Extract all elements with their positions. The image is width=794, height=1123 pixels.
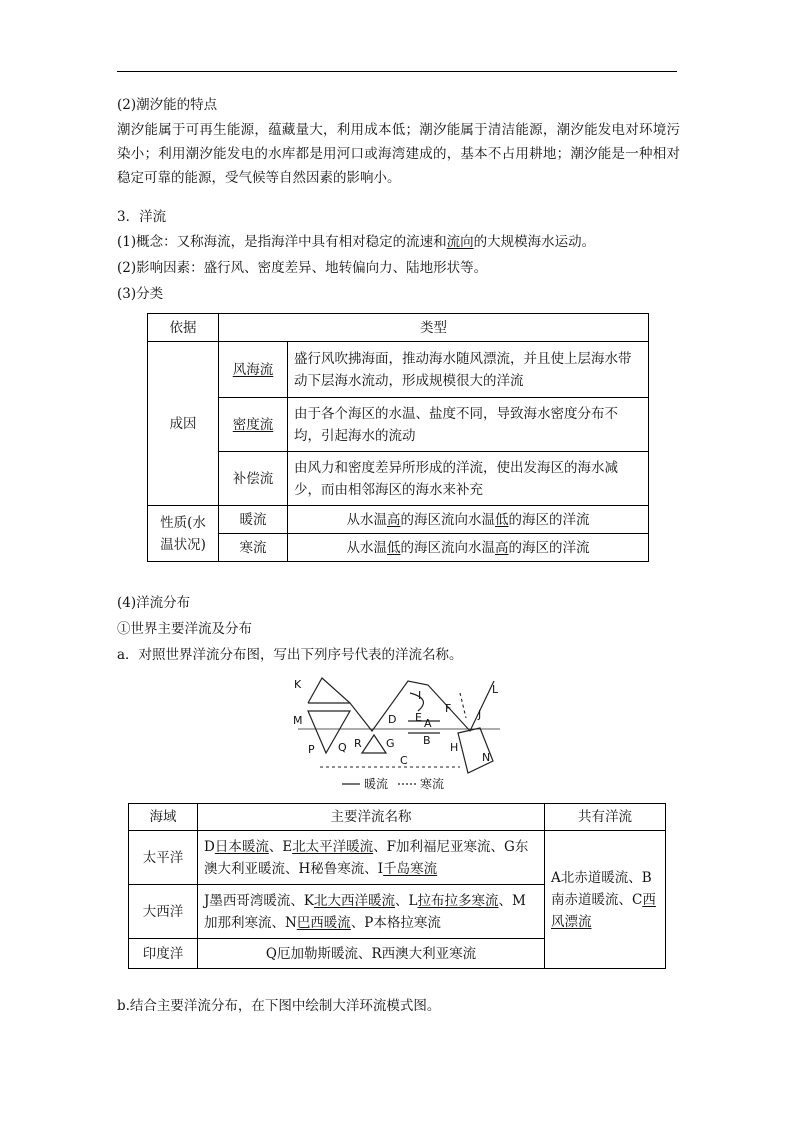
map-label-e: E [415,711,422,724]
tidal-paragraph: 潮汐能属于可再生能源，蕴藏量大，利用成本低；潮汐能属于清洁能源，潮汐能发电对环境污染小；利用潮汐能发电的水库都是用河口或海湾建成的，基本不占用耕地；潮汐能是一种相对稳定可靠的能源，受气候等自然因素的影响小。 [117,122,680,186]
header-shared: 共有洋流 [545,804,666,831]
type-desc: 盛行风吹拂海面，推动海水随风漂流，并且使上层海水带动下层海水流动，形成规模很大的洋流 [288,342,649,398]
north-outline [308,678,494,731]
warm-name: 暖流 [219,506,288,534]
header-sea: 海域 [129,804,198,831]
map-label-r: R [354,737,362,750]
map-label-g: G [386,737,395,750]
classification-table [147,313,649,562]
instruction-a: a．对照世界洋流分布图，写出下列序号代表的洋流名称。 [117,647,463,663]
map-label-m: M [293,714,303,727]
type-desc: 由风力和密度差异所形成的洋流，使出发海区的海水减少，而由相邻海区的海水来补充 [288,452,649,506]
map-label-l: L [492,683,499,696]
warm-desc: 从水温高的海区流向水温低的海区的洋流 [288,506,649,534]
instruction-b: b.结合主要洋流分布，在下图中绘制大洋环流模式图。 [117,998,441,1014]
map-label-i: I [418,689,422,702]
map-label-d: D [388,713,397,726]
map-label-h: H [450,741,459,754]
header-type: 类型 [219,314,649,342]
map-label-j: J [478,708,482,721]
type-desc: 由于各个海区的水温、盐度不同，导致海水密度分布不均，引起海水的流动 [288,398,649,452]
sea-indian: 印度洋 [129,939,198,969]
type-name: 补偿流 [219,452,288,506]
indian-currents: Q厄加勒斯暖流、R西澳大利亚寒流 [198,939,545,969]
cold-desc: 从水温低的海区流向水温高的海区的洋流 [288,534,649,562]
current-heading: 3．洋流 [117,209,167,225]
distribution-subheading: ①世界主要洋流及分布 [117,621,252,637]
cold-name: 寒流 [219,534,288,562]
map-label-f: F [445,702,452,715]
shared-currents: A北赤道暖流、B 南赤道暖流、C西 风漂流 [545,831,666,969]
legend-cold-text: 寒流 [420,777,445,791]
sea-atlantic: 大西洋 [129,885,198,939]
header-rule [117,71,677,72]
pacific-currents: D日本暖流、E北太平洋暖流、F加利福尼亚寒流、G东 澳大利亚暖流、H秘鲁寒流、I千岛寒流 [198,831,545,885]
tidal-heading: (2)潮汐能的特点 [117,97,218,113]
map-label-p: P [308,743,315,756]
warm-current-arrow-i [410,693,423,711]
header-basis: 依据 [148,314,219,342]
map-label-b: B [423,734,431,747]
ocean-current-map [290,673,510,798]
current-concept: (1)概念：又称海流，是指海洋中具有相对稳定的流速和流向的大规模海水运动。 [117,234,596,250]
classify-heading: (3)分类 [117,286,164,302]
sea-pacific: 太平洋 [129,831,198,885]
map-label-q: Q [338,741,347,754]
ocean-current-table [128,803,666,969]
cause-label: 成因 [148,342,219,506]
current-factors: (2)影响因素：盛行风、密度差异、地转偏向力、陆地形状等。 [117,260,488,276]
nature-label: 性质(水温状况) [148,506,219,562]
distribution-heading: (4)洋流分布 [117,595,191,611]
legend-warm-text: 暖流 [364,777,389,791]
map-label-n: N [482,751,491,764]
map-label-c: C [400,754,408,767]
map-label-k: K [294,678,302,691]
type-name: 风海流 [219,342,288,398]
type-name: 密度流 [219,398,288,452]
header-main: 主要洋流名称 [198,804,545,831]
cold-current-arrow-f [460,693,466,718]
atlantic-currents: J墨西哥湾暖流、K北大西洋暖流、L拉布拉多寒流、M 加那利寒流、N巴西暖流、P本格拉寒流 [198,885,545,939]
africa-shape [362,735,386,753]
map-label-a: A [424,717,432,730]
